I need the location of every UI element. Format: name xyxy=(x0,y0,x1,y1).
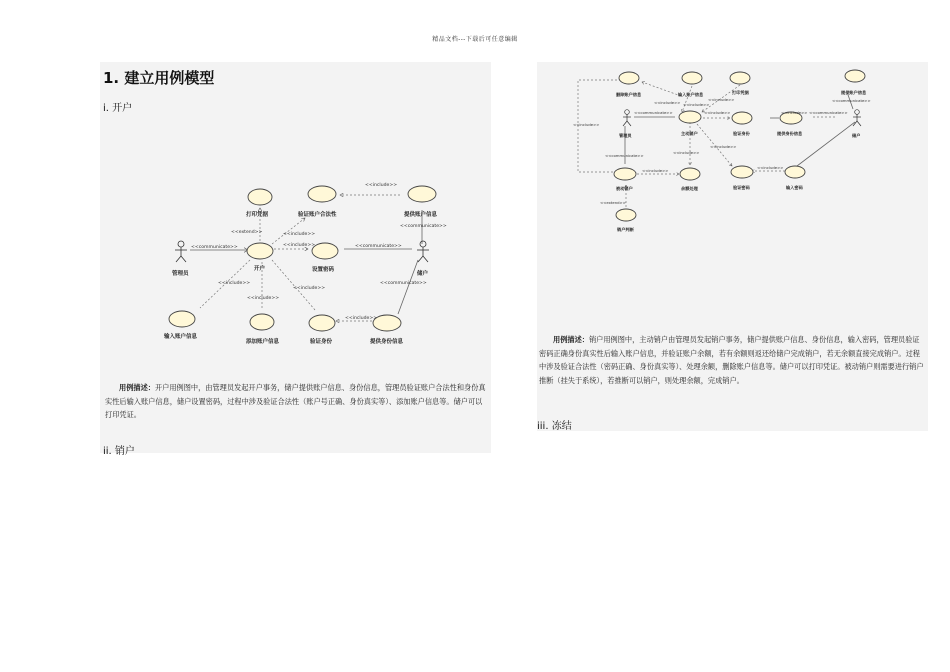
subsection-open-title: i. 开户 xyxy=(103,103,133,114)
cu-provide-acct xyxy=(845,70,865,82)
actor-admin xyxy=(175,241,187,262)
stereo-include-legal: <<include>> xyxy=(283,232,316,237)
usecase-open xyxy=(247,243,273,259)
cs-comm-admin: <<communicate>> xyxy=(634,110,673,115)
cu-judge xyxy=(616,209,636,221)
label-verify-id: 验证身份 xyxy=(310,339,333,345)
label-add-acct: 添加账户信息 xyxy=(246,339,280,345)
stereo-comm-acct: <<communicate>> xyxy=(400,224,447,229)
cu-label-active-close: 主动销户 xyxy=(681,131,698,136)
stereo-comm-pwd: <<communicate>> xyxy=(355,244,402,249)
label-open: 开户 xyxy=(254,266,266,272)
cs-include-delete: <<include>> xyxy=(573,122,600,127)
cs-extend-judge: <<extend>> xyxy=(600,200,626,205)
right-column xyxy=(537,62,928,431)
stereo-extend: <<extend>> xyxy=(231,230,263,235)
cu-label-verify-id: 验证身份 xyxy=(733,131,750,136)
cs-include-verify: <<include>> xyxy=(704,110,731,115)
cu-label-provide-acct: 提供账户信息 xyxy=(841,90,867,95)
usecase-provide-acct xyxy=(408,186,436,202)
cs-include-print: <<include>> xyxy=(708,97,735,102)
cs-include-inputpwd: <<include>> xyxy=(757,165,784,170)
open-account-usecase-diagram xyxy=(100,120,491,345)
cu-label-balance: 余额处理 xyxy=(681,186,698,191)
usecase-set-pwd xyxy=(312,243,338,259)
open-description-label: 用例描述： xyxy=(119,383,155,392)
usecase-verify-id xyxy=(309,315,335,331)
usecase-provide-id xyxy=(373,315,401,331)
stereo-include-pwd: <<include>> xyxy=(283,243,316,248)
section-title: 1. 建立用例模型 xyxy=(103,69,215,87)
close-actor-admin xyxy=(623,110,631,126)
usecase-verify-legal xyxy=(308,186,336,202)
cs-include-acct: <<include>> xyxy=(683,102,710,107)
stereo-include-add: <<include>> xyxy=(247,296,280,301)
cu-balance xyxy=(680,168,700,180)
label-provide-id: 提供身份信息 xyxy=(370,339,404,345)
actor-saver xyxy=(417,241,429,262)
open-description-text: 开户用例图中，由管理员发起开户事务，储户提供账户信息、身份信息，管理员验证账户合法性和身份真实性后输入账户信息，储户设置密码，过程中涉及验证合法性（账户号正确、身份真实等）、添加账户信息等。储户可以打印凭证。 xyxy=(105,383,486,419)
cs-include-pwd: <<include>> xyxy=(710,144,737,149)
cu-verify-id xyxy=(732,112,752,124)
close-description xyxy=(539,333,925,387)
left-column xyxy=(100,62,491,457)
close-account-usecase-diagram xyxy=(537,62,928,242)
open-description xyxy=(105,381,489,422)
cu-label-delete-acct: 删除账户信息 xyxy=(616,92,642,97)
usecase-input-acct xyxy=(169,311,195,327)
close-description-label: 用例描述： xyxy=(553,335,589,344)
stereo-comm-admin: <<communicate>> xyxy=(191,245,238,250)
usecase-print xyxy=(248,189,272,205)
stereo-include-id: <<include>> xyxy=(345,316,378,321)
label-provide-acct: 提供账户信息 xyxy=(404,212,438,218)
cs-comm-passive: <<communicate>> xyxy=(605,153,644,158)
cu-passive-close xyxy=(614,168,636,180)
usecase-add-acct xyxy=(250,314,274,330)
cu-label-actor-saver: 储户 xyxy=(852,133,861,138)
stereo-include-input: <<include>> xyxy=(218,281,251,286)
cu-verify-pwd xyxy=(731,166,753,178)
cs-comm-acct: <<communicate>> xyxy=(832,98,871,103)
label-set-pwd: 设置密码 xyxy=(312,267,335,273)
cu-label-input-acct: 输入账户信息 xyxy=(678,92,704,97)
label-verify-legal: 验证账户合法性 xyxy=(298,212,337,218)
page-header: 精品文档---下载后可任意编辑 xyxy=(432,36,518,43)
stereo-include-verify: <<include>> xyxy=(293,286,326,291)
cs-include-balance: <<include>> xyxy=(673,150,700,155)
stereo-include-acct: <<include>> xyxy=(365,183,398,188)
cu-label-verify-pwd: 验证密码 xyxy=(733,185,750,190)
stereo-comm-id: <<communicate>> xyxy=(380,281,427,286)
cs-include-passive: <<include>> xyxy=(642,168,669,173)
cu-input-pwd xyxy=(785,166,805,178)
cu-input-acct xyxy=(682,72,702,84)
cu-label-input-pwd: 输入密码 xyxy=(786,185,803,190)
cu-delete-acct xyxy=(619,72,639,84)
cu-label-passive-close: 被动销户 xyxy=(616,186,633,191)
cs-include-id: <<include>> xyxy=(781,110,808,115)
label-print: 打印凭据 xyxy=(246,212,269,218)
label-actor-saver: 储户 xyxy=(417,271,429,277)
cs-comm-saver: <<communicate>> xyxy=(809,110,848,115)
cu-label-actor-admin: 管理员 xyxy=(619,133,632,138)
close-actor-saver xyxy=(853,110,861,126)
subsection-close-title: ii. 销户 xyxy=(103,446,135,457)
cu-label-judge: 销户判断 xyxy=(617,227,634,232)
label-actor-admin: 管理员 xyxy=(172,271,189,277)
cu-label-provide-id: 提供身份信息 xyxy=(777,131,803,136)
close-description-text: 销户用例图中，主动销户由管理员发起销户事务，储户提供账户信息、身份信息，输入密码，管理员验证密码正确身份真实性后输入账户信息，并验证账户余额，若有余额则返还给储户完成销户，若无余额直接完成销户。过程中涉及验证合法性（密码正确、身份真实等）、处理余额，删除账户信息等。储户可以打印凭证。被动销户则需要进行销户推断（挂失于系统），若推断可以销户，则处理余额，完成销户。 xyxy=(539,335,924,385)
subsection-freeze-title: iii. 冻结 xyxy=(537,421,572,432)
cu-active-close xyxy=(679,111,701,123)
cu-print xyxy=(730,72,750,84)
cs-include-del: <<include>> xyxy=(654,100,681,105)
label-input-acct: 输入账户信息 xyxy=(164,334,198,340)
cu-label-print: 打印凭据 xyxy=(732,90,749,95)
